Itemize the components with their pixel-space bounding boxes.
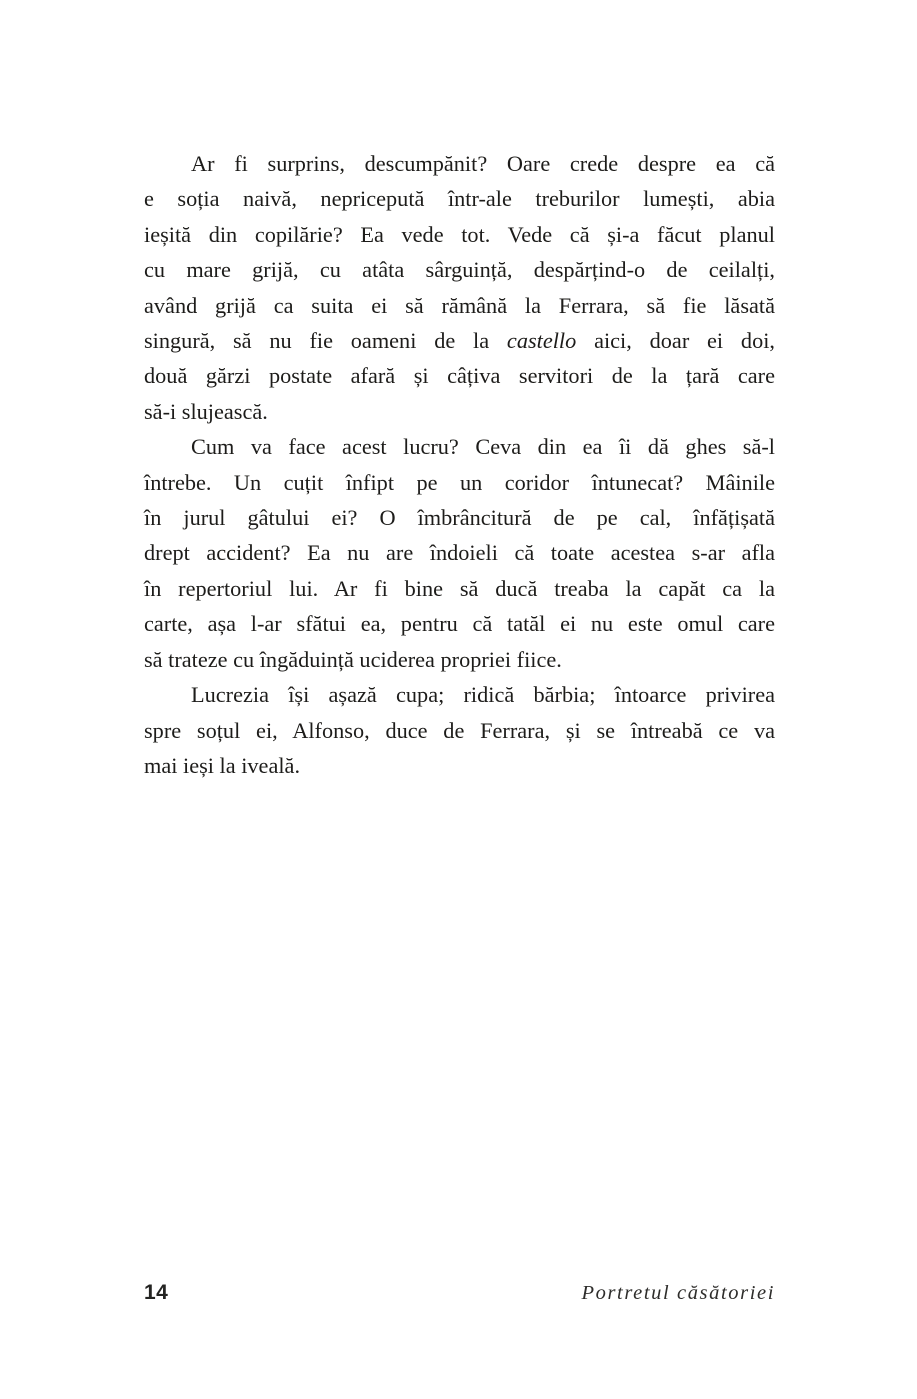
text-line: în repertoriul lui. Ar fi bine să ducă treaba la capăt ca la [144, 575, 775, 601]
text-line: având grijă ca suita ei să rămână la Ferrara, să fie lăsată [144, 292, 775, 318]
text-line: mai ieși la iveală. [144, 752, 301, 778]
text-line: Cum va face acest lucru? Ceva din ea îi dă ghes să-l [191, 434, 775, 460]
text-line: drept accident? Ea nu are îndoieli că toate acestea s-ar afla [144, 540, 775, 566]
text-line: să trateze cu îngăduință uciderea propriei fiice. [144, 646, 562, 672]
text-line: Ar fi surprins, descumpănit? Oare crede despre ea că [191, 151, 775, 176]
page-number: 14 [144, 1281, 169, 1304]
text-line: spre soțul ei, Alfonso, duce de Ferrara, și se întreabă ce va [144, 717, 775, 743]
running-title: Portretul căsătoriei [581, 1282, 775, 1304]
text-line: ieșită din copilărie? Ea vede tot. Vede că și-a făcut planul [144, 221, 775, 247]
text-line: două gărzi postate afară și câțiva servitori de la țară care [144, 363, 775, 389]
text-line: Lucrezia își așază cupa; ridică bărbia; întoarce privirea [191, 682, 775, 708]
page-footer [144, 1281, 775, 1305]
text-block [144, 146, 775, 783]
text-line: e soția naivă, nepricepută într-ale treburilor lumești, abia [144, 186, 775, 212]
text-line: întrebe. Un cuțit înfipt pe un coridor întunecat? Mâinile [144, 469, 775, 495]
text-line: să-i slujească. [144, 398, 268, 424]
text-line: singură, să nu fie oameni de la castello aici, doar ei doi, [144, 328, 775, 354]
text-line: cu mare grijă, cu atâta sârguință, despărțind-o de ceilalți, [144, 257, 775, 283]
text-line: în jurul gâtului ei? O îmbrâncitură de pe cal, înfățișată [144, 505, 775, 531]
text-line: carte, așa l-ar sfătui ea, pentru că tatăl ei nu este omul care [144, 611, 775, 637]
